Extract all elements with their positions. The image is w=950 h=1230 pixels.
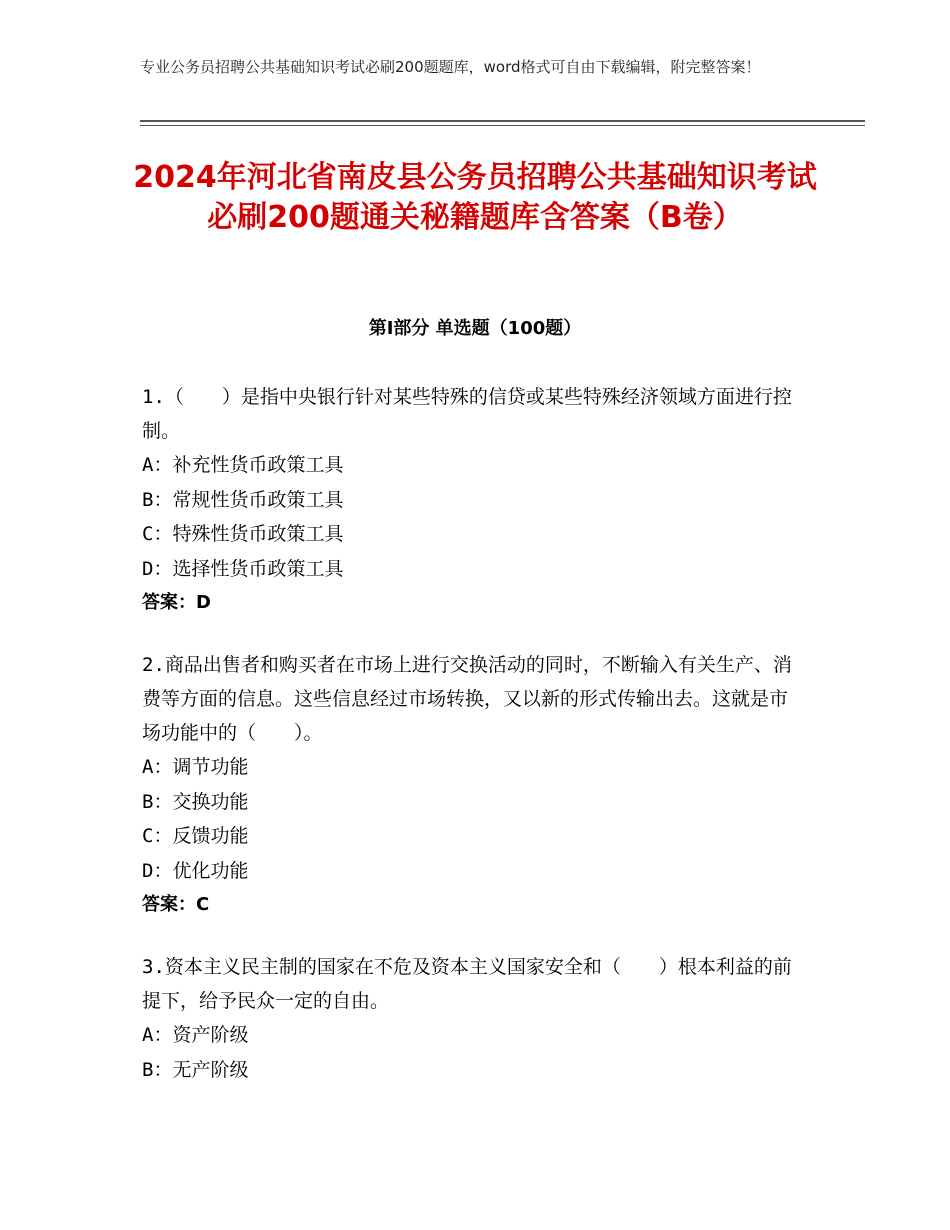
question-stem: 3.资本主义民主制的国家在不危及资本主义国家安全和（ ）根本利益的前提下，给予民众一定的自由。 [142, 956, 792, 1012]
option-d: D：选择性货币政策工具 [142, 557, 344, 580]
header-note: 专业公务员招聘公共基础知识考试必刷200题题库，word格式可自由下载编辑，附完整答案！ [140, 58, 761, 76]
header-divider [140, 120, 865, 126]
option-c: C：特殊性货币政策工具 [142, 523, 344, 545]
option-b: B：常规性货币政策工具 [142, 488, 344, 511]
option-c: C：反馈功能 [142, 825, 249, 847]
question-stem: 2.商品出售者和购买者在市场上进行交换活动的同时，不断输入有关生产、消费等方面的信息。这些信息经过市场转换，又以新的形式传输出去。这就是市场功能中的（ ）。 [142, 654, 792, 744]
option-b: B：无产阶级 [142, 1058, 249, 1081]
question-2 [142, 648, 802, 922]
option-d: D：优化功能 [142, 859, 249, 882]
option-b: B：交换功能 [142, 790, 249, 813]
question-stem: 1.（ ）是指中央银行针对某些特殊的信贷或某些特殊经济领域方面进行控制。 [142, 386, 792, 442]
question-3 [142, 950, 802, 1087]
option-a: A：资产阶级 [142, 1024, 249, 1046]
option-a: A：调节功能 [142, 756, 249, 778]
answer: 答案：D [142, 592, 211, 613]
option-a: A：补充性货币政策工具 [142, 454, 344, 476]
document-title: 2024年河北省南皮县公务员招聘公共基础知识考试必刷200题通关秘籍题库含答案（B卷） [133, 160, 817, 235]
question-1 [142, 380, 802, 620]
section-title: 第Ⅰ部分 单选题（100题） [368, 318, 582, 339]
question-list [142, 380, 802, 1115]
answer: 答案：C [142, 894, 210, 915]
